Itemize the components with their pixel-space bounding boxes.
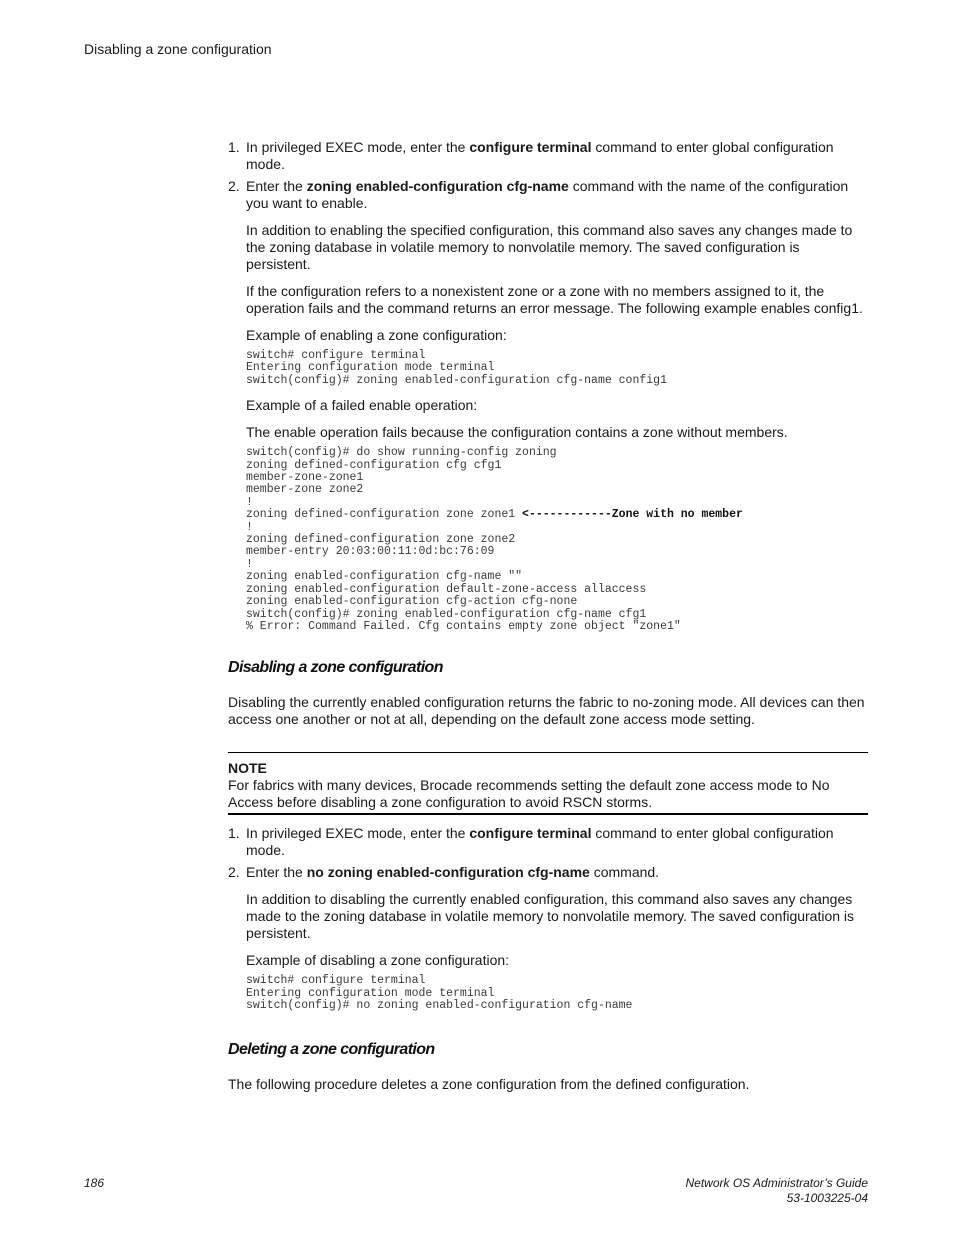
paragraph: If the configuration refers to a nonexistent zone or a zone with no members assigned to it, the operation fails and the command returns an error message. The following example enables config1. (246, 283, 863, 316)
command-name: configure terminal (469, 139, 592, 155)
section-intro: Disabling the currently enabled configuration returns the fabric to no-zoning mode. All devices can then access one another or not at all, depending on the default zone access mode setting. (228, 694, 865, 728)
code-text: switch(config)# do show running-config zoning zoning defined-configuration cfg cfg1 member-zone-zone1 member-zone zone2 ! zoning defined-configuration zone zone1 (246, 446, 557, 522)
step-2 (228, 178, 868, 212)
section-heading: Deleting a zone configuration (228, 1040, 435, 1058)
command-name: configure terminal (469, 825, 592, 842)
step-1 (228, 825, 868, 859)
step-number: 2. (228, 864, 240, 881)
note-box (228, 752, 868, 815)
command-name: zoning enabled-configuration cfg-name (306, 178, 569, 194)
code-annotation: <------------Zone with no member (522, 508, 743, 522)
code-block-failed (246, 447, 868, 633)
step-number: 1. (228, 825, 240, 842)
page-content (228, 139, 868, 1103)
page-number: 186 (84, 1176, 105, 1190)
step-text: command to enter global configuration mode. (246, 825, 834, 859)
footer-info (685, 1176, 868, 1206)
code-block-enable: switch# configure terminal Entering configuration mode terminal switch(config)# zoning enabled-configuration cfg-name config1 (246, 349, 667, 387)
example-description: The enable operation fails because the configuration contains a zone without members. (246, 424, 788, 441)
step-1 (228, 139, 868, 173)
note-title: NOTE (228, 760, 267, 777)
section-intro: The following procedure deletes a zone configuration from the defined configuration. (228, 1075, 750, 1092)
doc-number: 53-1003225-04 (786, 1191, 868, 1205)
paragraph: In addition to enabling the specified configuration, this command also saves any changes made to the zoning database in volatile memory to nonvolatile memory. The saved configuration is persistent. (246, 222, 853, 272)
paragraph: In addition to disabling the currently enabled configuration, this command also saves any changes made to the zoning database in volatile memory to nonvolatile memory. The saved configuration is persistent. (246, 891, 855, 942)
guide-title: Network OS Administrator’s Guide (685, 1176, 868, 1190)
step-text: command with the name of the configuration you want to enable. (246, 178, 849, 211)
code-text: ! zoning defined-configuration zone zone2 member-entry 20:03:00:11:0d:bc:76:09 ! zoning enabled-configuration cfg-name "" zoning enabled-configuration default-zone-access allaccess zoning enabled-configuration cfg-action cfg-none switch(config)# zoning enabled-configuration cfg-name cfg1 % Error: Command Failed. Cfg contains empty zone object "zone1" (246, 520, 681, 633)
step-text: command to enter global configuration mode. (246, 139, 834, 172)
step-number: 1. (228, 139, 240, 155)
example-label: Example of a failed enable operation: (246, 397, 478, 414)
step-number: 2. (228, 178, 240, 194)
step-text: command. (589, 864, 660, 881)
step-text: In privileged EXEC mode, enter the (246, 139, 470, 155)
step-text: Enter the (246, 178, 307, 194)
code-block-disable: switch# configure terminal Entering configuration mode terminal switch(config)# no zoning enabled-configuration cfg-name (246, 974, 633, 1013)
step-text: Enter the (246, 864, 307, 881)
command-name: no zoning enabled-configuration cfg-name (306, 864, 590, 881)
step-text: In privileged EXEC mode, enter the (246, 825, 470, 842)
running-header: Disabling a zone configuration (84, 41, 272, 57)
example-label: Example of enabling a zone configuration: (246, 327, 507, 343)
section-heading: Disabling a zone configuration (228, 659, 443, 677)
example-label: Example of disabling a zone configuration: (246, 952, 510, 969)
note-text: For fabrics with many devices, Brocade recommends setting the default zone access mode to No Access before disabling a zone configuration to avoid RSCN storms. (228, 777, 830, 811)
step-2 (228, 864, 868, 881)
